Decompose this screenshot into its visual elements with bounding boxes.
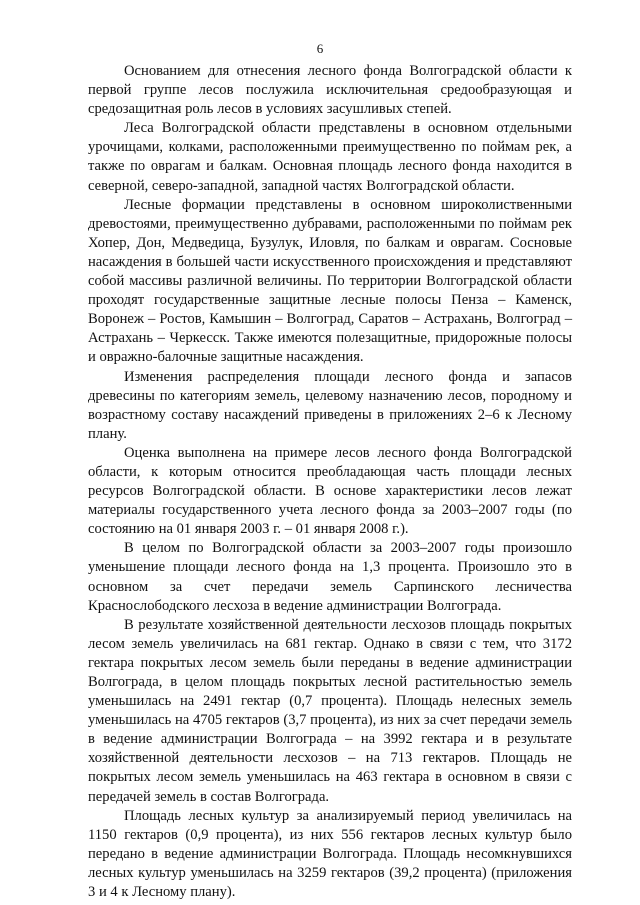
paragraph-1: Основанием для отнесения лесного фонда Волгоградской области к первой группе лесов послужила исключительная средообразующая и средозащитная роль лесов в условиях засушливых степей. bbox=[88, 63, 572, 118]
document-body bbox=[88, 62, 572, 902]
paragraph-6: В целом по Волгоградской области за 2003–2007 годы произошло уменьшение площади лесного фонда на 1,3 процента. Произошло это в основном за счет передачи земель Сарпинского лесничества Краснослободского лесхоза в ведение администрации Волгограда. bbox=[88, 540, 572, 614]
paragraph-3: Лесные формации представлены в основном широколиственными древостоями, преимущественно дубравами, расположенными по поймам рек Хопер, Дон, Медведица, Бузулук, Иловля, по балкам и оврагам. Сосновые насаждения в большей части искусственного происхождения и представляют собой массивы различной величины. По территории Волгоградской области проходят государственные защитные лесные полосы Пенза – Каменск, Воронеж – Ростов, Камышин – Волгоград, Саратов – Астрахань, Волгоград – Астрахань – Черкесск. Также имеются полезащитные, придорожные полосы и овражно-балочные защитные насаждения. bbox=[88, 196, 572, 366]
paragraph-4: Изменения распределения площади лесного фонда и запасов древесины по категориям земель, целевому назначению лесов, породному и возрастному составу насаждений приведены в приложениях 2–6 к Лесному плану. bbox=[88, 368, 572, 442]
paragraph-2: Леса Волгоградской области представлены в основном отдельными урочищами, колками, расположенными преимущественно по поймам рек, а также по оврагам и балкам. Основная площадь лесного фонда находится в северной, северо-западной, западной частях Волгоградской области. bbox=[88, 120, 572, 194]
paragraph-7: В результате хозяйственной деятельности лесхозов площадь покрытых лесом земель увеличилась на 681 гектар. Однако в связи с тем, что 3172 гектара покрытых лесом земель были переданы в ведение администрации Волгограда, в целом площадь покрытых лесной растительностью земель уменьшилась на 2491 гектар (0,7 процента). Площадь нелесных земель уменьшилась на 4705 гектаров (3,7 процента), из них за счет передачи земель в ведение администрации Волгограда – на 3992 гектара и в результате хозяйственной деятельности лесхозов – на 713 гектаров. Площадь не покрытых лесом земель уменьшилась на 463 гектара в основном в связи с передачей земель в состав Волгограда. bbox=[88, 616, 572, 805]
paragraph-8: Площадь лесных культур за анализируемый период увеличилась на 1150 гектаров (0,9 процента), из них 556 гектаров лесных культур было передано в ведение администрации Волгограда. Площадь несомкнувшихся лесных культур уменьшилась на 3259 гектаров (39,2 процента) (приложения 3 и 4 к Лесному плану). bbox=[88, 807, 572, 901]
paragraph-5: Оценка выполнена на примере лесов лесного фонда Волгоградской области, к которым относится преобладающая часть площади лесных ресурсов Волгоградской области. В основе характеристики лесов лежат материалы государственного учета лесного фонда за 2003–2007 годы (по состоянию на 01 января 2003 г. – 01 января 2008 г.). bbox=[88, 444, 572, 538]
page-number: 6 bbox=[316, 41, 324, 56]
